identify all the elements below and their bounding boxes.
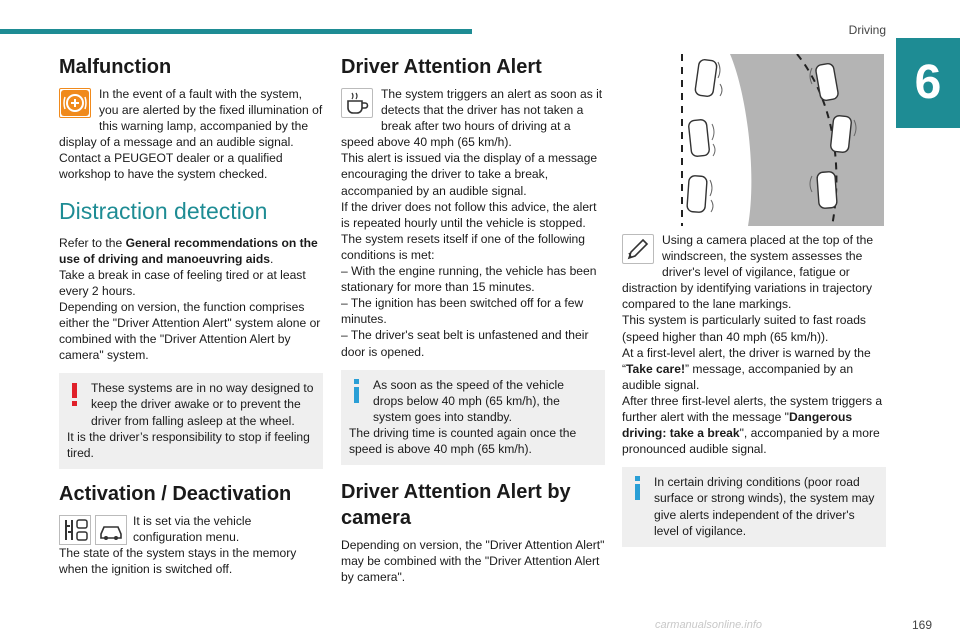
section-label: Driving bbox=[848, 23, 886, 37]
warning-text-1: These systems are in no way designed to keep the driver awake or to prevent the driver from falling asleep at the wheel. bbox=[91, 381, 314, 428]
daa-heading: Driver Attention Alert bbox=[341, 56, 542, 78]
info-icon bbox=[630, 474, 646, 502]
page-number: 169 bbox=[911, 618, 932, 632]
car-icon bbox=[95, 515, 127, 545]
info-note bbox=[341, 370, 605, 465]
column-1 bbox=[59, 54, 323, 577]
top-accent-bar bbox=[0, 29, 472, 34]
vehicle-settings-icon bbox=[59, 515, 91, 545]
camera-icon bbox=[622, 234, 654, 264]
after-text: After three first-level alerts, the system triggers a further alert with the message "Dangerous driving: take a break", accompanied by a more pronounced audible signal. bbox=[622, 393, 883, 457]
chapter-tab: 6 bbox=[896, 38, 960, 128]
info-note-2 bbox=[622, 467, 886, 546]
reset-condition-1: – With the engine running, the vehicle has been stationary for more than 15 minutes. bbox=[341, 264, 597, 295]
camera-heading: Driver Attention Alert by camera bbox=[341, 481, 571, 530]
camera-desc: Using a camera placed at the top of the windscreen, the system assesses the driver's level of vigilance, fatigue or distraction by identifying variations in trajectory compared to the lane markings. bbox=[622, 233, 874, 312]
warning-lamp-icon bbox=[59, 88, 91, 118]
info-text-1: As soon as the speed of the vehicle drops below 40 mph (65 km/h), the system goes into standby. bbox=[373, 377, 564, 424]
lane-drift-illustration bbox=[622, 54, 884, 226]
take-care-message: Take care! bbox=[626, 361, 685, 376]
malfunction-heading: Malfunction bbox=[59, 56, 172, 78]
info-text-2: The driving time is counted again once the speed is above 40 mph (65 km/h). bbox=[349, 425, 577, 456]
column-3 bbox=[622, 54, 886, 555]
first-level-text: At a first-level alert, the driver is warned by the “Take care!” message, accompanied by an audible signal. bbox=[622, 345, 871, 392]
reset-condition-3: – The driver's seat belt is unfastened and their door is opened. bbox=[341, 328, 589, 359]
activation-heading: Activation / Deactivation bbox=[59, 482, 292, 505]
take-break-text: Take a break in case of feeling tired or at least every 2 hours. bbox=[59, 267, 306, 298]
malfunction-text: In the event of a fault with the system, you are alerted by the fixed illumination of this warning lamp, accompanied by the display of a message and an audible signal. bbox=[59, 87, 323, 150]
info-icon bbox=[349, 377, 365, 405]
distraction-heading: Distraction detection bbox=[59, 197, 268, 224]
daa-text-1: The system triggers an alert as soon as it detects that the driver has not taken a break after two hours of driving at a speed above 40 mph (65 km/h). bbox=[341, 87, 603, 150]
memory-text: The state of the system stays in the memory when the ignition is switched off. bbox=[59, 545, 297, 577]
reset-condition-2: – The ignition has been switched off for a few minutes. bbox=[341, 296, 584, 327]
camera-text: Depending on version, the "Driver Attention Alert" may be combined with the "Driver Attention Alert by camera". bbox=[341, 538, 605, 585]
refer-text: Refer to the General recommendations on the use of driving and manoeuvring aids. bbox=[59, 235, 318, 266]
warning-note bbox=[59, 373, 323, 468]
daa-text-2: This alert is issued via the display of a message encouraging the driver to take a break, accompanied by an audible signal. bbox=[341, 151, 598, 198]
exclamation-icon bbox=[67, 380, 83, 408]
watermark: carmanualsonline.info bbox=[655, 619, 763, 631]
daa-text-3: If the driver does not follow this advice, the alert is repeated hourly until the vehicle is stopped. bbox=[341, 199, 597, 230]
info-text: In certain driving conditions (poor road surface or strong winds), the system may give alerts independent of the driver's level of vigilance. bbox=[654, 475, 875, 538]
coffee-cup-icon bbox=[341, 88, 373, 118]
refer-link-text: General recommendations on the use of driving and manoeuvring aids bbox=[59, 235, 318, 266]
column-2 bbox=[341, 54, 605, 585]
daa-text-4: The system resets itself if one of the following conditions is met: bbox=[341, 231, 586, 262]
depending-text: Depending on version, the function comprises either the "Driver Attention Alert" system alone or combined with the "Driver Attention Alert by camera" system. bbox=[59, 299, 321, 363]
suited-text: This system is particularly suited to fast roads (speed higher than 40 mph (65 km/h)). bbox=[622, 313, 866, 344]
dangerous-driving-message: Dangerous driving: take a break bbox=[622, 410, 853, 441]
activation-text: It is set via the vehicle configuration menu. bbox=[133, 513, 252, 544]
malfunction-contact: Contact a PEUGEOT dealer or a qualified workshop to have the system checked. bbox=[59, 151, 283, 182]
warning-text-2: It is the driver’s responsibility to stop if feeling tired. bbox=[67, 429, 310, 460]
